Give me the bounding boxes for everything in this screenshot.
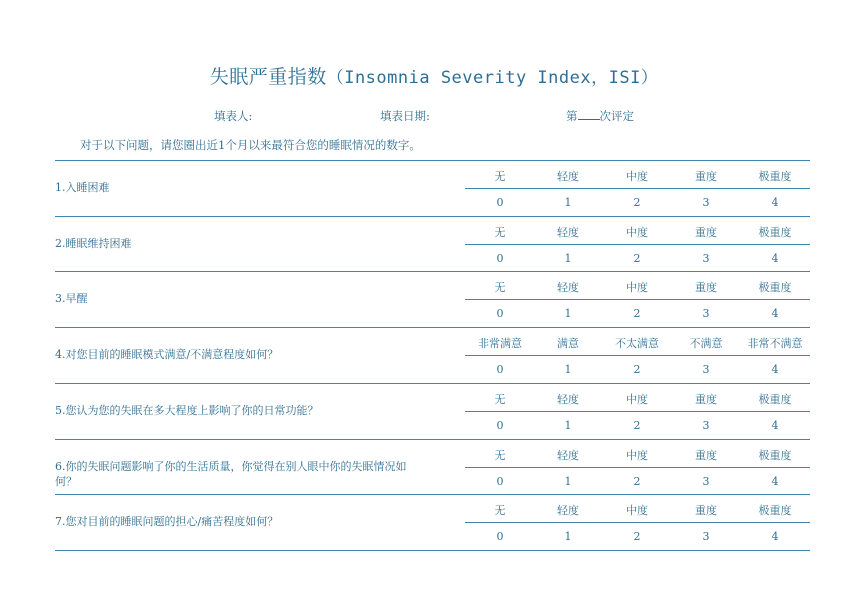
score-option[interactable]: 1 bbox=[564, 196, 572, 209]
option-label: 轻度 bbox=[557, 449, 579, 462]
option-label: 中度 bbox=[626, 393, 648, 406]
option-label: 极重度 bbox=[758, 170, 792, 183]
score-option[interactable]: 2 bbox=[633, 363, 641, 376]
title-chinese: 失眠严重指数 bbox=[209, 66, 327, 88]
score-option[interactable]: 2 bbox=[633, 530, 641, 543]
score-option[interactable]: 4 bbox=[771, 252, 779, 265]
score-option[interactable]: 0 bbox=[496, 307, 504, 320]
option-label: 极重度 bbox=[758, 226, 792, 239]
row-divider bbox=[55, 216, 810, 217]
score-option[interactable]: 3 bbox=[702, 475, 710, 488]
score-option[interactable]: 2 bbox=[633, 196, 641, 209]
score-option[interactable]: 3 bbox=[702, 530, 710, 543]
question-3: 3.早醒 bbox=[55, 292, 88, 305]
score-option[interactable]: 0 bbox=[496, 419, 504, 432]
option-divider bbox=[465, 299, 810, 300]
score-option[interactable]: 2 bbox=[633, 307, 641, 320]
score-option[interactable]: 1 bbox=[564, 307, 572, 320]
score-option[interactable]: 3 bbox=[702, 252, 710, 265]
option-label: 无 bbox=[494, 170, 506, 183]
option-label: 极重度 bbox=[758, 281, 792, 294]
question-2: 2.睡眠维持困难 bbox=[55, 237, 132, 250]
question-text-line2: 何？ bbox=[55, 475, 77, 488]
title-english: （Insomnia Severity Index，ISI） bbox=[326, 68, 659, 88]
option-label: 轻度 bbox=[557, 504, 579, 517]
score-option[interactable]: 0 bbox=[496, 530, 504, 543]
question-4: 4.对您目前的睡眠模式满意/不满意程度如何？ bbox=[55, 348, 279, 361]
option-label: 重度 bbox=[695, 504, 717, 517]
option-divider bbox=[465, 244, 810, 245]
option-label: 不满意 bbox=[689, 337, 723, 350]
option-label: 轻度 bbox=[557, 393, 579, 406]
score-option[interactable]: 3 bbox=[702, 363, 710, 376]
score-option[interactable]: 4 bbox=[771, 363, 779, 376]
score-option[interactable]: 1 bbox=[564, 252, 572, 265]
score-option[interactable]: 0 bbox=[496, 196, 504, 209]
option-divider bbox=[465, 467, 810, 468]
row-divider bbox=[55, 494, 810, 495]
option-label: 轻度 bbox=[557, 281, 579, 294]
table-bottom-rule bbox=[55, 550, 810, 551]
option-label: 无 bbox=[494, 449, 506, 462]
eval-prefix: 第 bbox=[566, 109, 578, 123]
question-5: 5.您认为您的失眠在多大程度上影响了你的日常功能？ bbox=[55, 404, 319, 417]
score-option[interactable]: 2 bbox=[633, 419, 641, 432]
row-divider bbox=[55, 383, 810, 384]
option-label: 中度 bbox=[626, 281, 648, 294]
score-option[interactable]: 3 bbox=[702, 419, 710, 432]
score-option[interactable]: 3 bbox=[702, 196, 710, 209]
score-option[interactable]: 1 bbox=[564, 363, 572, 376]
option-label: 重度 bbox=[695, 226, 717, 239]
option-divider bbox=[465, 188, 810, 189]
score-option[interactable]: 4 bbox=[771, 196, 779, 209]
score-option[interactable]: 1 bbox=[564, 419, 572, 432]
row-divider bbox=[55, 439, 810, 440]
page-title bbox=[0, 62, 868, 89]
row-divider bbox=[55, 271, 810, 272]
option-label: 重度 bbox=[695, 281, 717, 294]
option-label: 重度 bbox=[695, 393, 717, 406]
option-label: 中度 bbox=[626, 449, 648, 462]
option-label: 重度 bbox=[695, 449, 717, 462]
score-option[interactable]: 1 bbox=[564, 530, 572, 543]
row-divider bbox=[55, 327, 810, 328]
option-label: 非常满意 bbox=[478, 337, 522, 350]
option-label: 满意 bbox=[557, 337, 579, 350]
evaluation-number bbox=[566, 108, 634, 124]
question-6 bbox=[55, 459, 455, 489]
score-option[interactable]: 1 bbox=[564, 475, 572, 488]
score-option[interactable]: 3 bbox=[702, 307, 710, 320]
eval-suffix: 次评定 bbox=[599, 109, 634, 123]
option-label: 无 bbox=[494, 226, 506, 239]
option-label: 非常不满意 bbox=[747, 337, 803, 350]
score-option[interactable]: 4 bbox=[771, 530, 779, 543]
row-divider bbox=[55, 160, 810, 161]
score-option[interactable]: 0 bbox=[496, 252, 504, 265]
instruction-text: 对于以下问题，请您圈出近1个月以来最符合您的睡眠情况的数字。 bbox=[80, 138, 421, 152]
option-label: 轻度 bbox=[557, 170, 579, 183]
score-option[interactable]: 2 bbox=[633, 475, 641, 488]
option-divider bbox=[465, 411, 810, 412]
score-option[interactable]: 4 bbox=[771, 307, 779, 320]
question-7: 7.您对目前的睡眠问题的担心/痛苦程度如何？ bbox=[55, 515, 279, 528]
score-option[interactable]: 0 bbox=[496, 363, 504, 376]
option-label: 中度 bbox=[626, 226, 648, 239]
score-option[interactable]: 2 bbox=[633, 252, 641, 265]
option-label: 中度 bbox=[626, 504, 648, 517]
option-label: 不太满意 bbox=[615, 337, 659, 350]
option-divider bbox=[465, 355, 810, 356]
score-option[interactable]: 4 bbox=[771, 419, 779, 432]
option-label: 极重度 bbox=[758, 449, 792, 462]
option-label: 中度 bbox=[626, 170, 648, 183]
option-label: 重度 bbox=[695, 170, 717, 183]
eval-number-blank[interactable] bbox=[578, 109, 600, 120]
score-option[interactable]: 0 bbox=[496, 475, 504, 488]
option-label: 无 bbox=[494, 393, 506, 406]
option-label: 极重度 bbox=[758, 393, 792, 406]
option-divider bbox=[465, 522, 810, 523]
question-text-line1: 6.你的失眠问题影响了你的生活质量，你觉得在别人眼中你的失眠情况如 bbox=[55, 460, 407, 473]
score-option[interactable]: 4 bbox=[771, 475, 779, 488]
option-label: 无 bbox=[494, 504, 506, 517]
option-label: 极重度 bbox=[758, 504, 792, 517]
filler-label: 填表人: bbox=[214, 109, 253, 123]
option-label: 无 bbox=[494, 281, 506, 294]
question-1: 1.入睡困难 bbox=[55, 181, 110, 194]
date-label: 填表日期: bbox=[380, 109, 430, 123]
option-label: 轻度 bbox=[557, 226, 579, 239]
